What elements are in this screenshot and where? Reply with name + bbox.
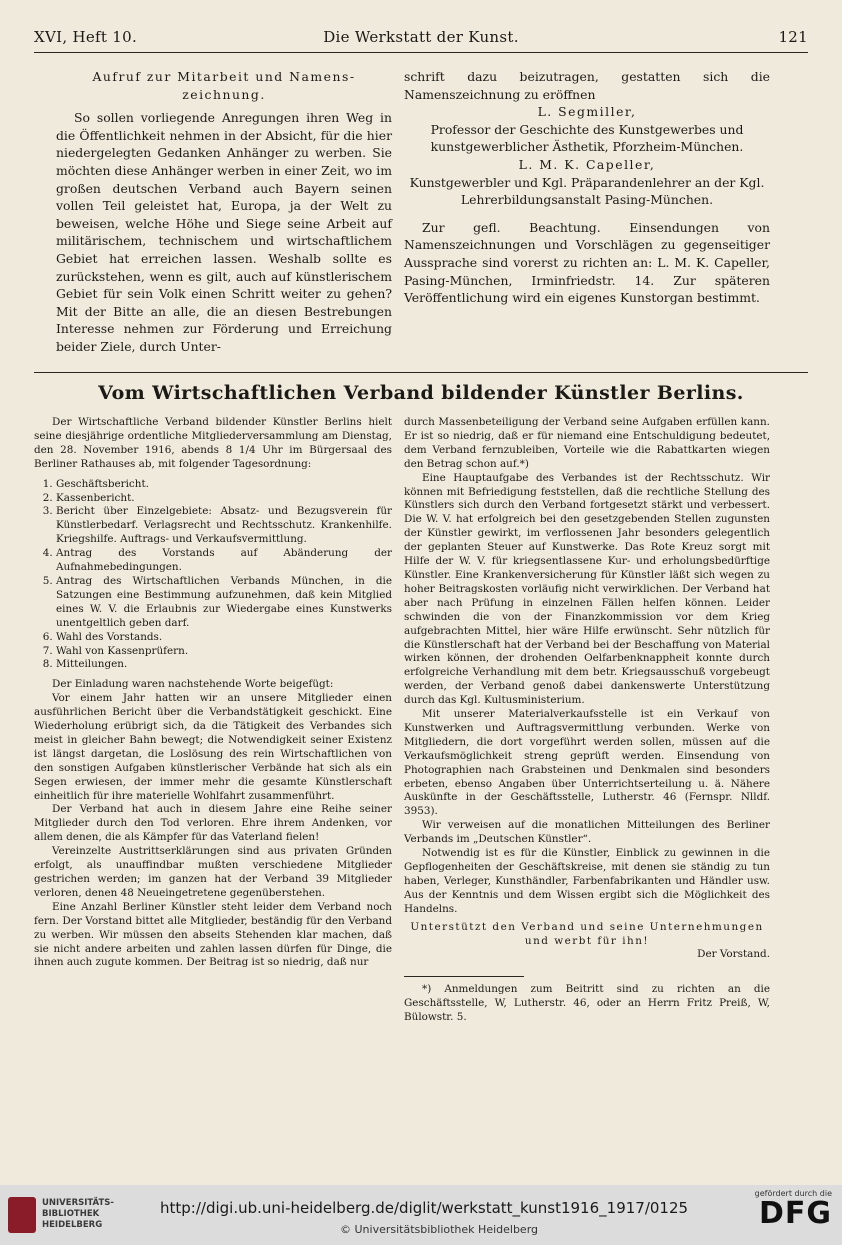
article-paragraph: Eine Anzahl Berliner Künstler steht leider dem Verband noch fern. Der Vorstand bittet alle Mitglieder, beständig für den Verband zu werben. Wir müssen den abseits Stehenden klar machen, daß sie nicht andere arbeiten und zahlen lassen dürfen für Dinge, die ihnen auch zugute kommen. Der Beitrag ist so niedrig, daß nur [34, 900, 392, 969]
article-title: Vom Wirtschaftlichen Verband bildender Künstler Berlins. [98, 382, 744, 404]
appeal-body: So sollen vorliegende Anregungen ihren Weg in die Öffentlichkeit nehmen in der Absicht, für die hier niedergelegten Gedanken Anhänger zu werben. Sie möchten diese Anhänger werben in einer Zeit, wo im großen deutschen Verband auch Bayern seinen vollen Teil geleistet hat, Europa, ja der Welt zu beweisen, welche Höhe und Siege seine Arbeit auf militärischem, technischem und wirtschaftlichem Gebiet hat erreichen lassen. Weshalb sollte es zurückstehen, wenn es gilt, auch auf künstlerischem Gebiet für sein Volk einen Schritt weiter zu gehen? Mit der Bitte an alle, die an diesen Bestrebungen Interesse nehmen zur Förderung und Erreichung beider Ziele, durch Unter- [56, 110, 392, 354]
running-header [34, 28, 808, 48]
article-paragraph: Der Verband hat auch in diesem Jahre eine Reihe seiner Mitglieder durch den Tod verloren. Ehre ihrem Andenken, vor allem denen, die als Kämpfer für das Vaterland fielen! [34, 803, 392, 844]
dfg-logo[interactable] [742, 1189, 832, 1239]
header-page-number: 121 [778, 28, 808, 46]
agenda-item: 2. Kassenbericht. [56, 492, 392, 506]
signatory-1-role: Professor der Geschichte des Kunstgewerbes und kunstgewerblicher Ästhetik, Pforzheim-München. [430, 121, 744, 155]
dfg-funded-label: gefördert durch die [754, 1189, 832, 1198]
article-paragraph: durch Massenbeteiligung der Verband seine Aufgaben erfüllen kann. Er ist so niedrig, daß er für niemand eine Entschuldigung bedeutet, dem Verband fernzubleiben, Vorteile wie die Rabattkarten wiegen den Betrag schon auf.*) [404, 416, 770, 470]
agenda-list [34, 478, 392, 673]
header-rule [34, 52, 808, 53]
agenda-item: 1. Geschäftsbericht. [56, 478, 392, 492]
article-paragraph: Mit unserer Materialverkaufsstelle ist ein Verkauf von Kunstwerken und Auftragsvermittlung verbunden. Werke von Mitgliedern, die dort vorgeführt werden sollen, müssen auf die Verkaufsmöglichkeit streng geprüft werden. Einsendung von Photographien nach Grabsteinen und Denkmalen sind besonders erbeten, ebenso Angaben über Unterrichtserteilung u. ä. Nähere Auskünfte in der Geschäftsstelle, Lutherstr. 46 (Fernspr. Nlldf. 3953). [404, 708, 770, 818]
article-column-left [34, 416, 392, 970]
article-paragraph: Eine Hauptaufgabe des Verbandes ist der Rechtsschutz. Wir können mit Befriedigung feststellen, daß die rechtliche Stellung des Künstlers sich durch den Verband fortgesetzt stärkt und verbessert. Die W. V. hat erfolgreich bei den gesetzgebenden Stellen zugunsten der Künstler gewirkt, im verflossenen Jahr besonders gelegentlich der geplanten Steuer auf Kunstwerke. Das Rote Kreuz sorgt mit Hilfe der W. V. für kriegsentlassene Kur- und erholungsbedürftige Künstler. Eine Krankenversicherung für Künstler läßt sich wegen zu hoher Beitragskosten vorläufig nicht verwirklichen. Der Verband hat aber nach Prüfung in einzelnen Fällen helfen können. Leider schwinden die von der Finanzkommission vor dem Krieg aufgebrachten Mittel, hier wäre Hilfe erwünscht. Sehr nützlich für die Künstlerschaft hat der Verband bei der Beschaffung von Material wirken können, der drohenden Oelfarbenknappheit konnte durch erfolgreiche Verhandlung mit dem betr. Kriegsausschuß vorgebeugt werden, der Verband genoß dabei dankenswerte Unterstützung durch das Kgl. Kultusministerium. [404, 471, 770, 707]
appeal-heading: Aufruf zur Mitarbeit und Namens-zeichnung. [92, 69, 356, 102]
article-paragraph: Vor einem Jahr hatten wir an unsere Mitglieder einen ausführlichen Bericht über die Verbandstätigkeit geschickt. Eine Wiederholung erübrigt sich, da die Tätigkeit des Verbandes sich meist in gleicher Bahn bewegt; die Notwendigkeit seiner Existenz ist längst dargetan, die Loslösung des rein Wirtschaftlichen von den sonstigen Aufgaben künstlerischer Verbände hat sich als ein Segen erwiesen, der immer mehr die gesamte Künstlerschaft einheitlich für ihre materielle Wohlfahrt zusammenführt. [34, 692, 392, 802]
agenda-item: 7. Wahl von Kassenprüfern. [56, 645, 392, 659]
appeal-column-left [56, 68, 392, 356]
appeal-continuation: schrift dazu beizutragen, gestatten sich die Namenszeichnung zu eröffnen [404, 69, 770, 102]
article-paragraph: Wir verweisen auf die monatlichen Mitteilungen des Berliner Verbands im „Deutschen Künstler“. [404, 819, 770, 846]
header-issue: XVI, Heft 10. [34, 28, 138, 46]
article-intro: Der Wirtschaftliche Verband bildender Künstler Berlins hielt seine diesjährige ordentliche Mitgliederversammlung am Dienstag, den 28. November 1916, abends 8 1/4 Uhr im Bürgersaal des Berliner Rathauses ab, mit folgender Tagesordnung: [34, 416, 392, 470]
agenda-item: 4. Antrag des Vorstands auf Abänderung der Aufnahmebedingungen. [56, 547, 392, 575]
article-paragraph: Vereinzelte Austrittserklärungen sind aus privaten Gründen erfolgt, als unauffindbar mußten verschiedene Mitglieder gestrichen werden; im ganzen hat der Verband 39 Mitglieder verloren, denen 48 Neueingetretene gegenüberstehen. [34, 845, 392, 899]
agenda-item: 8. Mitteilungen. [56, 658, 392, 672]
article-appeal: Unterstützt den Verband und seine Unternehmungen und werbt für ihn! [410, 920, 764, 947]
library-seal-icon [8, 1197, 36, 1233]
footnote-rule [404, 976, 524, 983]
agenda-item: 6. Wahl des Vorstands. [56, 631, 392, 645]
article-column-right [404, 416, 770, 1025]
dfg-wordmark: DFG [758, 1196, 832, 1231]
article-signature: Der Vorstand. [697, 948, 770, 961]
section-rule [34, 372, 808, 373]
header-journal-title: Die Werkstatt der Kunst. [323, 28, 519, 46]
signatory-2-name: L. M. K. Capeller, [518, 156, 656, 172]
library-logo-text: UNIVERSITÄTS- BIBLIOTHEK HEIDELBERG [42, 1198, 114, 1230]
signatory-2-role: Kunstgewerbler und Kgl. Präparandenlehrer an der Kgl. Lehrerbildungsanstalt Pasing-München. [409, 174, 765, 208]
copyright-notice: © Universitätsbibliothek Heidelberg [340, 1223, 539, 1236]
signatory-1-name: L. Segmiller, [537, 104, 637, 120]
viewer-footer [0, 1185, 842, 1245]
appeal-column-right [404, 68, 770, 307]
article-paragraph: Der Einladung waren nachstehende Worte beigefügt: [52, 678, 334, 691]
article-paragraph: Notwendig ist es für die Künstler, Einblick zu gewinnen in die Gepflogenheiten der Geschäftskreise, mit denen sie ständig zu tun haben, Verleger, Kunsthändler, Farbenfabrikanten und Händler usw. Aus der Kenntnis und dem Wissen ergibt sich die Möglichkeit des Handelns. [404, 847, 770, 915]
agenda-item: 3. Bericht über Einzelgebiete: Absatz- und Bezugsverein für Künstlerbedarf. Verlagsrecht und Rechtsschutz. Krankenhilfe. Kriegshilfe. Auftrags- und Verkaufsvermittlung. [56, 505, 392, 547]
appeal-note: Zur gefl. Beachtung. Einsendungen von Namenszeichnungen und Vorschlägen zu gegenseitiger Aussprache sind vorerst zu richten an: L. M. K. Capeller, Pasing-München, Irminfriedstr. 14. Zur späteren Veröffentlichung wird ein eigenes Kunstorgan bestimmt. [404, 219, 770, 306]
agenda-item: 5. Antrag des Wirtschaftlichen Verbands München, in die Satzungen eine Bestimmung aufzunehmen, daß kein Mitglied eines W. V. die Erlaubnis zur Wiedergabe eines Kunstwerks unentgeltlich geben darf. [56, 575, 392, 631]
permalink-url[interactable]: http://digi.ub.uni-heidelberg.de/diglit/werkstatt_kunst1916_1917/0125 [160, 1199, 689, 1217]
library-logo[interactable] [8, 1193, 158, 1237]
footnote: *) Anmeldungen zum Beitritt sind zu richten an die Geschäftsstelle, W, Lutherstr. 46, oder an Herrn Fritz Preiß, W, Bülowstr. 5. [404, 983, 770, 1024]
